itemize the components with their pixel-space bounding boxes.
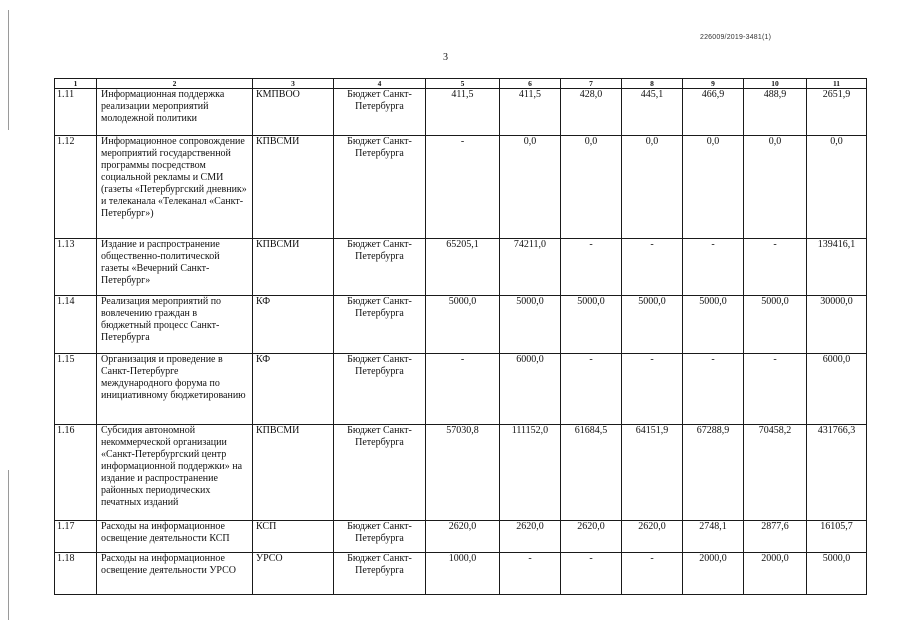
column-header: 11 [807,79,867,89]
funding-source: Бюджет Санкт-Петербурга [334,553,426,595]
activity-name: Субсидия автономной некоммерческой организации «Санкт-Петербургский центр информационной поддержки» на издание и распространение районных периодических печатных изданий [97,425,253,521]
value-cell: 2620,0 [500,521,561,553]
value-cell: 70458,2 [744,425,807,521]
column-header: 5 [426,79,500,89]
table-row [55,136,867,239]
value-cell: 111152,0 [500,425,561,521]
table-row [55,354,867,425]
value-cell: 428,0 [561,89,622,136]
funding-source: Бюджет Санкт-Петербурга [334,136,426,239]
value-cell: 67288,9 [683,425,744,521]
funding-source: Бюджет Санкт-Петербурга [334,296,426,354]
value-cell: 2000,0 [744,553,807,595]
page-number: 3 [443,52,448,63]
total-cell: 30000,0 [807,296,867,354]
total-cell: 431766,3 [807,425,867,521]
row-number: 1.17 [55,521,97,553]
value-cell: 61684,5 [561,425,622,521]
value-cell: 2877,6 [744,521,807,553]
table-row [55,296,867,354]
value-cell: 445,1 [622,89,683,136]
total-cell: 0,0 [807,136,867,239]
value-cell: - [622,239,683,296]
row-number: 1.11 [55,89,97,136]
value-cell: 1000,0 [426,553,500,595]
value-cell: 2620,0 [561,521,622,553]
total-cell: 16105,7 [807,521,867,553]
row-number: 1.16 [55,425,97,521]
value-cell: 466,9 [683,89,744,136]
executor: КПВСМИ [253,136,334,239]
table-row [55,425,867,521]
value-cell: 5000,0 [622,296,683,354]
value-cell: 65205,1 [426,239,500,296]
column-header: 3 [253,79,334,89]
value-cell: - [683,239,744,296]
activity-name: Расходы на информационное освещение деятельности УРСО [97,553,253,595]
column-header: 1 [55,79,97,89]
activity-name: Информационное сопровождение мероприятий государственной программы посредством социальной рекламы и СМИ (газеты «Петербургский дневник» и телеканала «Телеканал «Санкт-Петербург») [97,136,253,239]
activity-name: Реализация мероприятий по вовлечению граждан в бюджетный процесс Санкт-Петербурга [97,296,253,354]
value-cell: 2748,1 [683,521,744,553]
executor: УРСО [253,553,334,595]
value-cell: 5000,0 [744,296,807,354]
value-cell: - [622,354,683,425]
activity-name: Издание и распространение общественно-политической газеты «Вечерний Санкт-Петербург» [97,239,253,296]
value-cell: - [683,354,744,425]
value-cell: - [561,239,622,296]
column-header: 4 [334,79,426,89]
value-cell: 5000,0 [500,296,561,354]
total-cell: 5000,0 [807,553,867,595]
funding-source: Бюджет Санкт-Петербурга [334,89,426,136]
column-header: 10 [744,79,807,89]
value-cell: 5000,0 [683,296,744,354]
value-cell: - [500,553,561,595]
value-cell: 2000,0 [683,553,744,595]
value-cell: 0,0 [561,136,622,239]
row-number: 1.14 [55,296,97,354]
value-cell: 0,0 [683,136,744,239]
column-header: 8 [622,79,683,89]
value-cell: 2620,0 [622,521,683,553]
executor: КМПВОО [253,89,334,136]
value-cell: 6000,0 [500,354,561,425]
value-cell: - [744,239,807,296]
total-cell: 139416,1 [807,239,867,296]
executor: КСП [253,521,334,553]
scan-edge-mark [8,470,9,620]
value-cell: 0,0 [744,136,807,239]
value-cell: 2620,0 [426,521,500,553]
value-cell: - [426,136,500,239]
value-cell: 411,5 [426,89,500,136]
executor: КФ [253,354,334,425]
value-cell: 0,0 [500,136,561,239]
total-cell: 6000,0 [807,354,867,425]
table-row [55,239,867,296]
value-cell: 411,5 [500,89,561,136]
row-number: 1.18 [55,553,97,595]
column-header: 6 [500,79,561,89]
column-header: 9 [683,79,744,89]
value-cell: 74211,0 [500,239,561,296]
value-cell: 488,9 [744,89,807,136]
executor: КПВСМИ [253,425,334,521]
table-row [55,89,867,136]
scan-edge-mark [8,10,9,130]
budget-table [54,78,867,595]
row-number: 1.12 [55,136,97,239]
column-number-row [55,79,867,89]
value-cell: - [561,553,622,595]
funding-source: Бюджет Санкт-Петербурга [334,425,426,521]
column-header: 2 [97,79,253,89]
executor: КФ [253,296,334,354]
document-reference: 226009/2019-3481(1) [700,34,772,41]
value-cell: - [744,354,807,425]
table-row [55,521,867,553]
funding-source: Бюджет Санкт-Петербурга [334,521,426,553]
value-cell: 5000,0 [561,296,622,354]
row-number: 1.13 [55,239,97,296]
row-number: 1.15 [55,354,97,425]
value-cell: - [426,354,500,425]
total-cell: 2651,9 [807,89,867,136]
value-cell: 57030,8 [426,425,500,521]
activity-name: Информационная поддержка реализации мероприятий молодежной политики [97,89,253,136]
value-cell: 5000,0 [426,296,500,354]
value-cell: - [561,354,622,425]
executor: КПВСМИ [253,239,334,296]
activity-name: Организация и проведение в Санкт-Петербурге международного форума по инициативному бюджетированию [97,354,253,425]
value-cell: 0,0 [622,136,683,239]
table-row [55,553,867,595]
column-header: 7 [561,79,622,89]
value-cell: - [622,553,683,595]
funding-source: Бюджет Санкт-Петербурга [334,354,426,425]
activity-name: Расходы на информационное освещение деятельности КСП [97,521,253,553]
funding-source: Бюджет Санкт-Петербурга [334,239,426,296]
value-cell: 64151,9 [622,425,683,521]
